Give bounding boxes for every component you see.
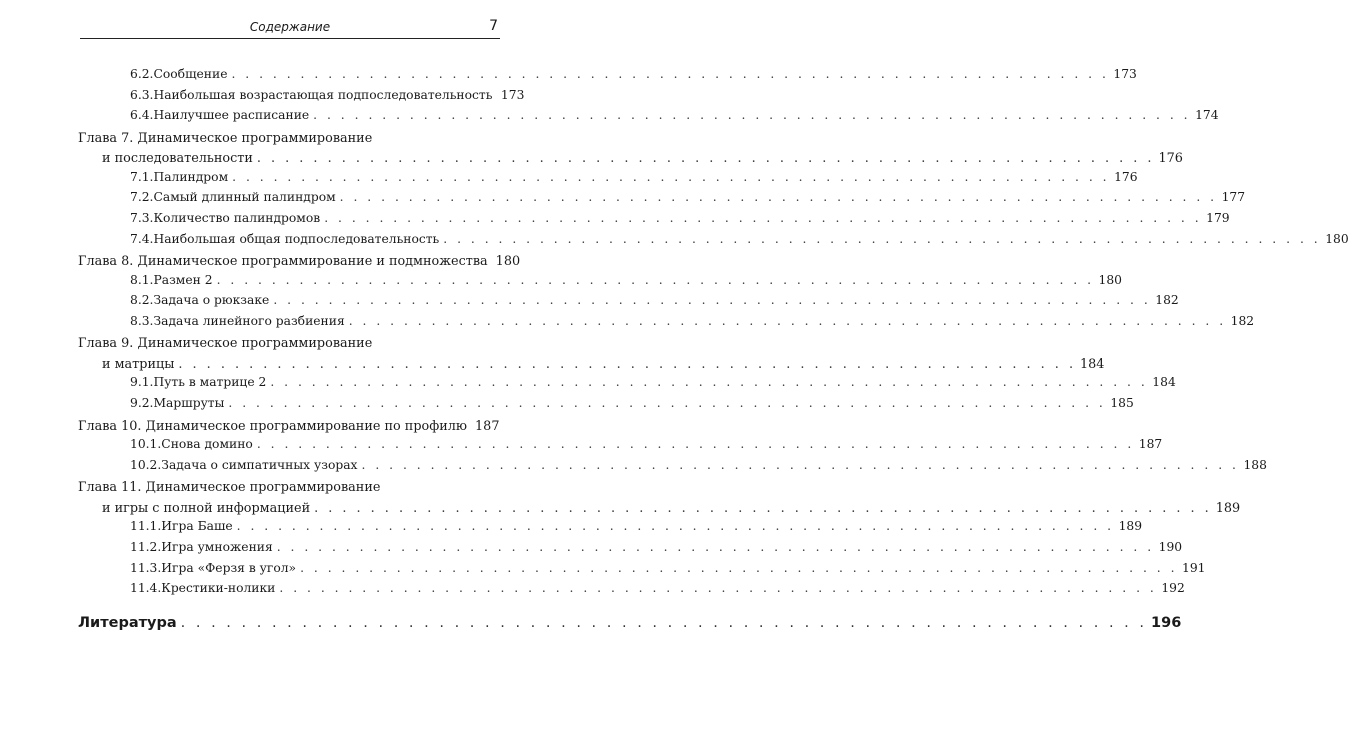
section-page: 179: [1206, 210, 1230, 225]
dot-leader: . . . . . . . . . . . . . . . . . . . . . . . . . . . . . . . . . . . . . . . . . . . . . . . . . . . . . . . . . . . . . . . .: [232, 169, 1110, 184]
toc-section-entry[interactable]: [78, 581, 1185, 602]
dot-leader: . . . . . . . . . . . . . . . . . . . . . . . . . . . . . . . . . . . . . . . . . . . . . . . . . . . . . . . . . . . . . . . .: [324, 210, 1202, 225]
dot-leader: . . . . . . . . . . . . . . . . . . . . . . . . . . . . . . . . . . . . . . . . . . . . . . . . . . . . . . . . . . . . . . . .: [279, 581, 1157, 596]
toc-chapter-entry[interactable]: [78, 334, 1105, 375]
section-page: 185: [1110, 396, 1134, 411]
section-number: 7.4.: [130, 231, 154, 246]
toc-section-entry[interactable]: [78, 293, 1179, 314]
section-number: 9.1.: [130, 375, 154, 390]
toc-section-entry[interactable]: [78, 190, 1246, 211]
chapter-title-continuation: [78, 149, 1183, 170]
dot-leader: . . . . . . . . . . . . . . . . . . . . . . . . . . . . . . . . . . . . . . . . . . . . . . . . . . . . . . . . . . . . . . . .: [231, 67, 1109, 81]
section-title: Самый длинный палиндром: [153, 190, 336, 205]
toc-section-entry[interactable]: [78, 457, 1267, 479]
section-number: 11.4.: [130, 581, 162, 596]
section-title: Наибольшая возрастающая подпоследовательность: [153, 87, 493, 102]
page-number: 7: [489, 18, 498, 34]
header-title: Содержание: [249, 20, 331, 34]
toc-section-entry[interactable]: [78, 272, 1122, 294]
section-page: 192: [1161, 581, 1185, 596]
section-title: Сообщение: [153, 67, 228, 81]
section-number: 10.1.: [130, 437, 162, 452]
chapter-title: Глава 8. Динамическое программирование и подмножества: [78, 254, 488, 270]
section-page: 189: [1118, 519, 1143, 534]
section-page: 191: [1182, 560, 1206, 575]
table-of-contents: [78, 67, 1349, 634]
chapter-page: 189: [1215, 500, 1241, 516]
toc-section-entry[interactable]: [78, 210, 1230, 232]
section-page: 182: [1155, 293, 1179, 308]
section-number: 7.3.: [130, 210, 154, 225]
dot-leader: . . . . . . . . . . . . . . . . . . . . . . . . . . . . . . . . . . . . . . . . . . . . . . . . . . . . . . . . . . . . . . . .: [361, 457, 1239, 472]
section-number: 11.1.: [130, 519, 162, 534]
section-title: Наибольшая общая подпоследовательность: [153, 231, 440, 246]
section-number: 8.1.: [130, 272, 154, 287]
toc-section-entry[interactable]: [78, 231, 1349, 253]
section-title: Игра Баше: [161, 519, 233, 534]
dot-leader: . . . . . . . . . . . . . . . . . . . . . . . . . . . . . . . . . . . . . . . . . . . . . . . . . . . . . . . . . . . . . . . .: [256, 151, 1155, 167]
section-page: 182: [1230, 313, 1255, 328]
section-title: Задача о симпатичных узорах: [161, 457, 358, 472]
section-title: Размен 2: [153, 272, 213, 287]
section-number: 6.4.: [130, 108, 154, 123]
section-page: 188: [1243, 457, 1267, 472]
section-page: 174: [1195, 108, 1219, 123]
section-number: 11.2.: [130, 539, 162, 554]
dot-leader: . . . . . . . . . . . . . . . . . . . . . . . . . . . . . . . . . . . . . . . . . . . . . . . . . . . . . . . . . . . . . . . .: [443, 231, 1321, 246]
chapter-page: 180: [495, 254, 521, 270]
dot-leader: . . . . . . . . . . . . . . . . . . . . . . . . . . . . . . . . . . . . . . . . . . . . . . . . . . . . . . . . . . . . . . . .: [228, 396, 1106, 411]
dot-leader: . . . . . . . . . . . . . . . . . . . . . . . . . . . . . . . . . . . . . . . . . . . . . . . . . . . . . . . . . . . . . . . .: [314, 500, 1212, 516]
chapter-title: Глава 9. Динамическое программирование: [78, 336, 373, 352]
dot-leader: . . . . . . . . . . . . . . . . . . . . . . . . . . . . . . . . . . . . . . . . . . . . . . . . . . . . . . . . . . . . . . . .: [276, 539, 1155, 554]
section-page: 190: [1158, 539, 1183, 554]
section-title: Игра «Ферзя в угол»: [161, 560, 297, 575]
dot-leader: . . . . . . . . . . . . . . . . . . . . . . . . . . . . . . . . . . . . . . . . . . . . . . . . . . . . . . . . . . . . . . . .: [180, 614, 1148, 631]
chapter-page: 176: [1158, 151, 1183, 167]
section-page: 180: [1098, 272, 1122, 287]
toc-section-entry[interactable]: [78, 313, 1255, 335]
toc-chapter-entry[interactable]: [78, 478, 1241, 519]
section-page: 184: [1152, 375, 1176, 390]
chapter-page: 184: [1080, 356, 1105, 372]
section-title: Путь в матрице 2: [153, 375, 267, 390]
section-number: 10.2.: [130, 457, 162, 472]
running-header: [80, 18, 500, 39]
section-page: 176: [1114, 169, 1138, 184]
section-title: Маршруты: [153, 396, 225, 411]
chapter-subtitle: и матрицы: [102, 356, 175, 372]
dot-leader: . . . . . . . . . . . . . . . . . . . . . . . . . . . . . . . . . . . . . . . . . . . . . . . . . . . . . . . . . . . . . . . .: [256, 437, 1135, 452]
section-title: Палиндром: [153, 169, 229, 184]
section-number: 8.3.: [130, 313, 154, 328]
section-number: 7.2.: [130, 190, 154, 205]
section-number: 6.2.: [130, 67, 154, 81]
literature-page: 196: [1151, 614, 1182, 631]
chapter-title: Глава 7. Динамическое программирование: [78, 130, 373, 146]
toc-section-entry[interactable]: [78, 108, 1219, 129]
section-number: 11.3.: [130, 560, 162, 575]
toc-section-entry[interactable]: [78, 539, 1183, 561]
toc-literature-entry[interactable]: [78, 612, 1182, 634]
toc-chapter-entry[interactable]: [78, 417, 498, 438]
section-page: 177: [1221, 190, 1246, 205]
section-page: 187: [1138, 437, 1163, 452]
dot-leader: . . . . . . . . . . . . . . . . . . . . . . . . . . . . . . . . . . . . . . . . . . . . . . . . . . . . . . . . . . . . . . . .: [178, 356, 1077, 372]
section-title: Задача линейного разбиения: [153, 313, 345, 328]
toc-section-entry[interactable]: [78, 396, 1134, 417]
toc-section-entry[interactable]: [78, 169, 1138, 191]
literature-title: Литература: [78, 614, 177, 631]
toc-section-entry[interactable]: [78, 437, 1163, 458]
section-page: 173: [500, 87, 525, 102]
section-title: Крестики-нолики: [161, 581, 276, 596]
chapter-subtitle: и игры с полной информацией: [102, 500, 311, 516]
section-page: 180: [1325, 231, 1349, 246]
chapter-subtitle: и последовательности: [102, 151, 253, 167]
chapter-page: 187: [475, 418, 500, 434]
section-number: 8.2.: [130, 293, 154, 308]
chapter-title: Глава 11. Динамическое программирование: [78, 480, 381, 496]
dot-leader: . . . . . . . . . . . . . . . . . . . . . . . . . . . . . . . . . . . . . . . . . . . . . . . . . . . . . . . . . . . . . . . .: [313, 108, 1191, 123]
dot-leader: . . . . . . . . . . . . . . . . . . . . . . . . . . . . . . . . . . . . . . . . . . . . . . . . . . . . . . . . . . . . . . . .: [270, 375, 1148, 390]
chapter-title: Глава 10. Динамическое программирование по профилю: [78, 418, 468, 434]
section-title: Снова домино: [161, 437, 253, 452]
toc-section-entry[interactable]: [78, 560, 1206, 582]
section-title: Игра умножения: [161, 539, 273, 554]
section-title: Количество палиндромов: [153, 210, 321, 225]
dot-leader: . . . . . . . . . . . . . . . . . . . . . . . . . . . . . . . . . . . . . . . . . . . . . . . . . . . . . . . . . . . . . . . .: [236, 519, 1115, 534]
section-title: Задача о рюкзаке: [153, 293, 270, 308]
section-number: 7.1.: [130, 169, 154, 184]
toc-section-entry[interactable]: [78, 519, 1143, 540]
toc-section-entry[interactable]: [78, 67, 1137, 88]
dot-leader: . . . . . . . . . . . . . . . . . . . . . . . . . . . . . . . . . . . . . . . . . . . . . . . . . . . . . . . . . . . . . . . .: [348, 313, 1227, 328]
section-title: Наилучшее расписание: [153, 108, 310, 123]
chapter-title-continuation: [78, 355, 1105, 376]
toc-chapter-entry[interactable]: [78, 252, 521, 273]
dot-leader: . . . . . . . . . . . . . . . . . . . . . . . . . . . . . . . . . . . . . . . . . . . . . . . . . . . . . . . . . . . . . . . .: [339, 190, 1218, 205]
dot-leader: . . . . . . . . . . . . . . . . . . . . . . . . . . . . . . . . . . . . . . . . . . . . . . . . . . . . . . . . . . . . . . . .: [216, 272, 1094, 287]
dot-leader: . . . . . . . . . . . . . . . . . . . . . . . . . . . . . . . . . . . . . . . . . . . . . . . . . . . . . . . . . . . . . . . .: [273, 293, 1151, 308]
section-page: 173: [1113, 67, 1137, 81]
toc-section-entry[interactable]: [78, 375, 1176, 396]
toc-section-entry[interactable]: [78, 87, 525, 109]
dot-leader: . . . . . . . . . . . . . . . . . . . . . . . . . . . . . . . . . . . . . . . . . . . . . . . . . . . . . . . . . . . . . . . .: [300, 560, 1178, 575]
section-number: 6.3.: [130, 87, 154, 102]
chapter-title-continuation: [78, 499, 1241, 520]
toc-chapter-entry[interactable]: [78, 129, 1183, 170]
section-number: 9.2.: [130, 396, 154, 411]
